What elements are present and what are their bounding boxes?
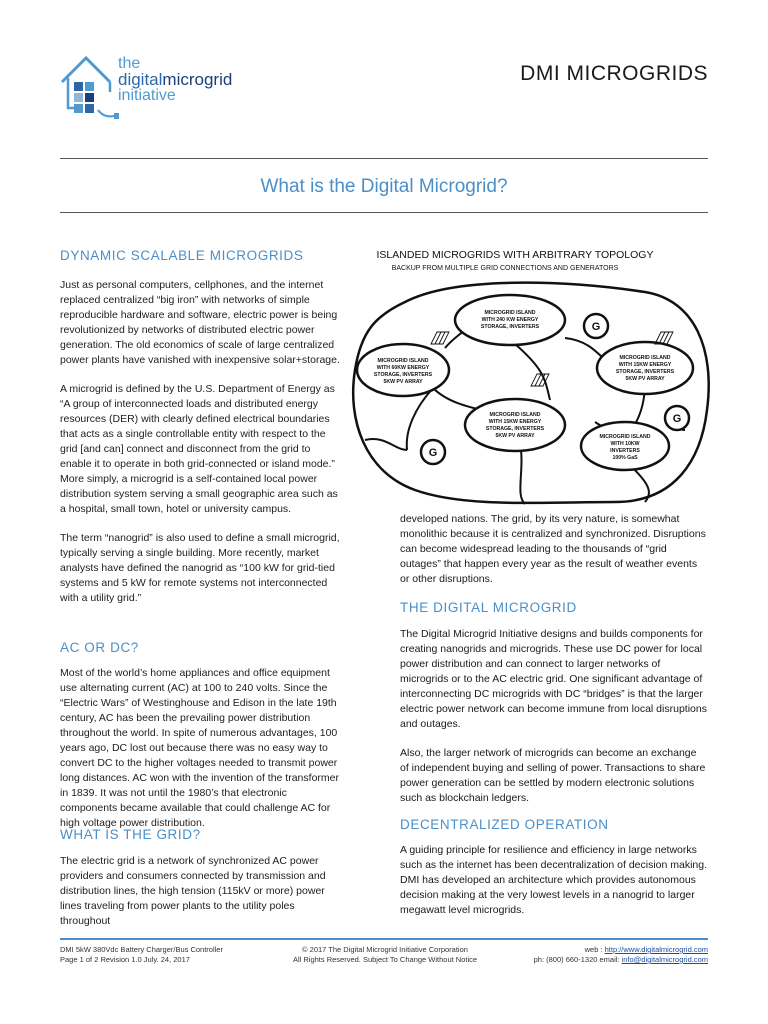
microgrid-topology-diagram bbox=[345, 240, 715, 510]
heading-digital-microgrid: THE DIGITAL MICROGRID bbox=[400, 600, 577, 615]
island-15kw-right bbox=[597, 342, 693, 394]
island-label: STORAGE, INVERTERS bbox=[373, 372, 433, 378]
footer-center bbox=[270, 945, 500, 965]
heading-dynamic-scalable: DYNAMIC SCALABLE MICROGRIDS bbox=[60, 248, 304, 263]
rights-notice: All Rights Reserved. Subject To Change Without Notice bbox=[292, 955, 478, 964]
product-name: DMI 5kW 380Vdc Battery Charger/Bus Controller bbox=[60, 945, 223, 954]
footer-left bbox=[60, 945, 223, 965]
brand-title: DMI MICROGRIDS bbox=[520, 62, 708, 85]
website-link[interactable]: http://www.digitalmicrogrid.com bbox=[604, 945, 708, 954]
solar-panel-icon bbox=[431, 332, 449, 344]
diagram-subtitle: BACKUP FROM MULTIPLE GRID CONNECTIONS AND GENERATORS bbox=[391, 265, 619, 272]
acdc-body bbox=[60, 666, 342, 845]
island-15kw-center bbox=[465, 399, 565, 451]
logo-line-digitalmicrogrid: digitalmicrogrid bbox=[118, 70, 233, 89]
paragraph: Most of the world’s home appliances and office equipment use alternating current (AC) at 100 to 240 volts. Since the “Electric Wars” of Westinghouse and Edison in the late 19th century, AC has been the prevailing power distribution throughout the world. In spite of numerous advantages, 100 years ago, DC lost out because there was no easy way to convert DC to the higher voltages needed to transmit power long distances. AC won with the invention of the transformer in 1839. It was not until the 1980’s that electronic components became available that could challenge AC for high voltage power distribution. bbox=[60, 667, 339, 829]
page-title: What is the Digital Microgrid? bbox=[260, 176, 508, 197]
paragraph: developed nations. The grid, by its very nature, is somewhat monolithic because it is centralized and synchronized. Disruptions can become widespread leading to the thousands of “grid outages” that happen every year as the result of weather events or other disruptions. bbox=[400, 513, 706, 585]
island-label: 5KW PV ARRAY bbox=[625, 376, 665, 382]
footer-divider bbox=[60, 938, 708, 940]
heading-decentralized: DECENTRALIZED OPERATION bbox=[400, 817, 609, 832]
paragraph: A guiding principle for resilience and efficiency in large networks such as the internet has been decentralization of decision making. DMI has developed an architecture which provides autonomous decision making at the very lowest levels in a nanogrid to larger megawatt level microgrids. bbox=[400, 844, 708, 916]
island-label: 5KW PV ARRAY bbox=[495, 433, 535, 439]
title-divider bbox=[60, 212, 708, 213]
header-divider bbox=[60, 158, 708, 159]
left-column bbox=[60, 278, 340, 620]
island-label: MICROGRID ISLAND bbox=[489, 412, 541, 418]
island-label: MICROGRID ISLAND bbox=[619, 355, 671, 361]
generator-label: G bbox=[672, 413, 682, 425]
island-label: STORAGE, INVERTERS bbox=[615, 369, 675, 375]
paragraph: A microgrid is defined by the U.S. Department of Energy as “A group of interconnected loads and distributed energy resources (DER) with clearly defined electrical boundaries that acts as a single controllable entity with respect to the grid [and can] connect and disconnect from the grid to enable it to operate in both grid-connected or island mode.” More simply, a microgrid is a self-contained local power distribution system serving a small geographic area such as a hospital, small town, hotel or university campus. bbox=[60, 383, 338, 515]
grid-body-continued bbox=[400, 512, 708, 601]
island-label: MICROGRID ISLAND bbox=[377, 358, 429, 364]
heading-ac-or-dc: AC OR DC? bbox=[60, 640, 139, 655]
digital-body bbox=[400, 627, 708, 820]
island-label: WITH 240 KW ENERGY bbox=[481, 317, 539, 323]
contact-line: ph: (800) 660-1320 email: info@digitalmicrogrid.com bbox=[533, 955, 708, 964]
footer-right bbox=[534, 945, 708, 965]
paragraph: Also, the larger network of microgrids can become an exchange of independent buying and selling of power. Transactions to share power generation can be settled by modern electronic solutions such as blockchain ledgers. bbox=[400, 747, 706, 804]
grid-body bbox=[60, 854, 342, 943]
email-link[interactable]: info@digitalmicrogrid.com bbox=[621, 955, 708, 964]
logo-line-initiative: initiative bbox=[118, 87, 176, 104]
island-label: WITH 15KW ENERGY bbox=[618, 362, 672, 368]
island-label: MICROGRID ISLAND bbox=[484, 310, 536, 316]
island-label: WITH 60KW ENERGY bbox=[376, 365, 430, 371]
decentral-body bbox=[400, 843, 708, 932]
paragraph: The Digital Microgrid Initiative designs and builds components for creating nanogrids and microgrids. These use DC power for local power distribution and can connect to larger networks of microgrids or to the AC electric grid. One significant advantage of interconnecting DC microgrids with DC “bridges” is that the larger electric power network can become immune from local disruptions and outages. bbox=[400, 628, 707, 730]
web-line: web : http://www.digitalmicrogrid.com bbox=[584, 945, 708, 954]
diagram-title: ISLANDED MICROGRIDS WITH ARBITRARY TOPOLOGY bbox=[376, 249, 654, 261]
logo-line-the: the bbox=[118, 55, 141, 72]
island-label: 100% GaS bbox=[612, 455, 638, 461]
island-label: MICROGRID ISLAND bbox=[599, 434, 651, 440]
island-label: STORAGE, INVERTERS bbox=[485, 426, 545, 432]
generator-label: G bbox=[428, 447, 438, 459]
copyright: © 2017 The Digital Microgrid Initiative Corporation bbox=[302, 945, 468, 954]
island-label: STORAGE, INVERTERS bbox=[480, 324, 540, 330]
heading-what-is-grid: WHAT IS THE GRID? bbox=[60, 827, 201, 842]
logo-wordmark bbox=[118, 56, 232, 104]
island-label: WITH 10KW bbox=[610, 441, 640, 447]
generator-label: G bbox=[591, 321, 601, 333]
paragraph: The electric grid is a network of synchronized AC power providers and consumers connected by transmission and distribution lines, the high tension (115kV or more) power lines traveling from power plants to the utility poles throughout bbox=[60, 855, 326, 927]
island-label: INVERTERS bbox=[610, 448, 640, 454]
paragraph: Just as personal computers, cellphones, and the internet replaced centralized “big iron” with networks of simple reproducible hardware and software, electric power is being revolutionized by networks of distributed electric power generation. The old economics of scale of large centralized power plants have vanished with inexpensive solar+storage. bbox=[60, 279, 340, 366]
island-label: WITH 15KW ENERGY bbox=[488, 419, 542, 425]
island-label: 5KW PV ARRAY bbox=[383, 379, 423, 385]
page-revision: Page 1 of 2 Revision 1.0 July. 24, 2017 bbox=[60, 955, 190, 964]
paragraph: The term “nanogrid” is also used to define a small microgrid, typically serving a single building. More recently, market analysts have defined the nanogrid as “100 kW for grid-tied systems and 5 kW for remote systems not interconnected with a utility grid.” bbox=[60, 532, 340, 604]
